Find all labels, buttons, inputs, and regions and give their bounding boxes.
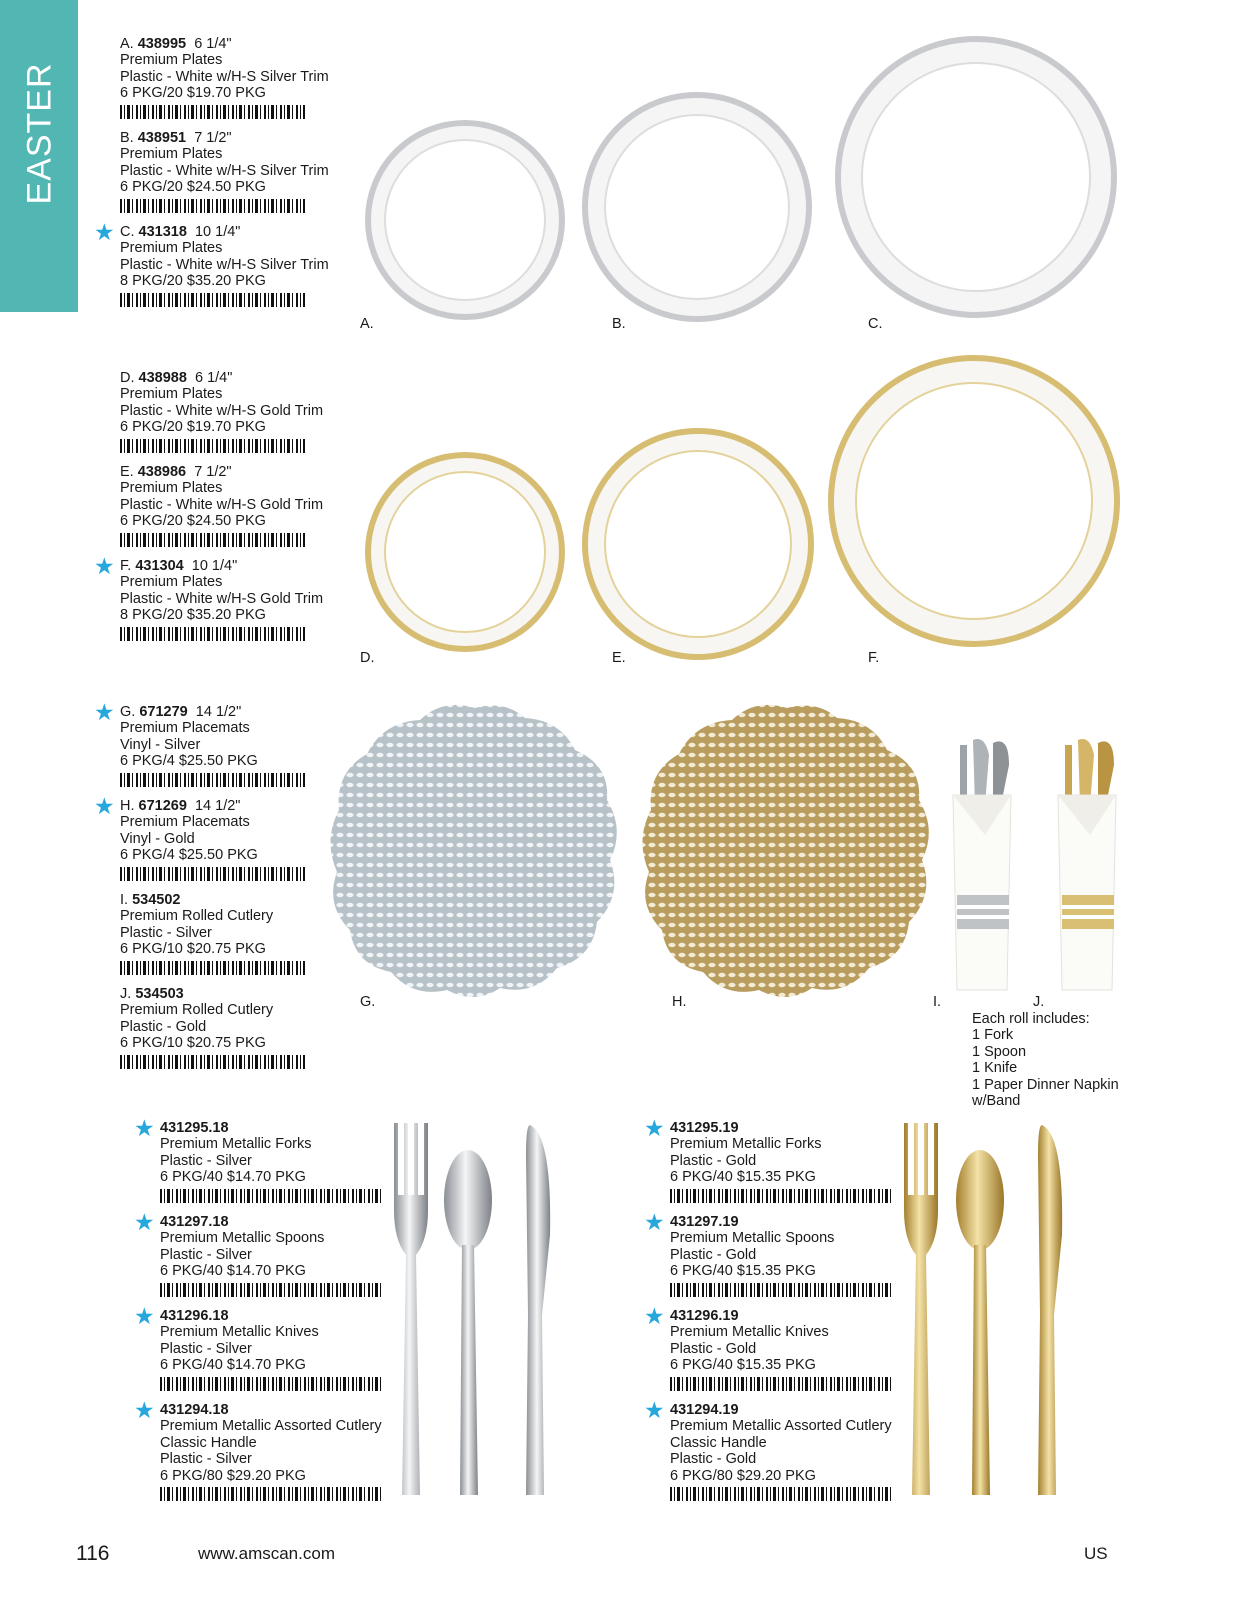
plate-c-image xyxy=(835,36,1117,318)
barcode xyxy=(120,199,305,213)
product-listing xyxy=(120,798,305,881)
item-detail-line: 6 PKG/40 $14.70 PKG xyxy=(160,1357,306,1374)
item-detail-line: 6 PKG/40 $15.35 PKG xyxy=(670,1263,816,1280)
item-letter: I. xyxy=(120,892,129,908)
item-size: 7 1/2" xyxy=(194,130,232,146)
product-listing xyxy=(160,1214,382,1297)
item-letter: C. xyxy=(120,224,135,240)
new-item-star-icon: ★ xyxy=(94,793,115,819)
item-detail-line: Plastic - Silver xyxy=(160,1246,252,1263)
rolled-cutlery-gold-image xyxy=(1050,735,1135,997)
item-detail-line: 6 PKG/4 $25.50 PKG xyxy=(120,847,258,864)
item-sku: 671269 xyxy=(138,798,187,814)
item-detail-line: Plastic - White w/H-S Silver Trim xyxy=(120,256,329,273)
rolled-cutlery-silver-image xyxy=(945,735,1030,997)
item-detail-line: Premium Plates xyxy=(120,240,223,257)
item-detail-line: Plastic - Silver xyxy=(160,1152,252,1169)
item-detail-line: Premium Metallic Knives xyxy=(160,1324,319,1341)
item-sku: 438986 xyxy=(137,464,187,480)
item-sku: 438951 xyxy=(137,130,187,146)
product-header xyxy=(120,892,305,908)
item-sku: 438988 xyxy=(138,370,187,386)
item-sku: 534503 xyxy=(135,986,184,1002)
item-detail-line: Premium Metallic Assorted Cutlery xyxy=(160,1418,382,1435)
item-detail-line: Premium Metallic Forks xyxy=(670,1136,822,1153)
barcode xyxy=(160,1189,382,1203)
caption-b: B. xyxy=(612,316,626,332)
new-item-star-icon: ★ xyxy=(644,1115,665,1141)
item-sku: 431294.18 xyxy=(160,1402,229,1418)
footer-region: US xyxy=(1084,1544,1108,1563)
item-detail-line: Plastic - White w/H-S Gold Trim xyxy=(120,402,324,419)
item-size: 10 1/4" xyxy=(194,224,241,240)
product-listing xyxy=(120,370,323,453)
item-size: 14 1/2" xyxy=(195,704,242,720)
item-sku: 431304 xyxy=(135,558,184,574)
footer-url[interactable]: www.amscan.com xyxy=(198,1544,335,1563)
item-detail-line: Plastic - Gold xyxy=(120,1018,207,1035)
item-letter: A. xyxy=(120,36,134,52)
item-detail-line: Premium Plates xyxy=(120,574,223,591)
item-detail-line: 6 PKG/20 $19.70 PKG xyxy=(120,419,266,436)
section-tab-label: EASTER xyxy=(20,62,59,205)
item-sku: 431295.19 xyxy=(670,1120,739,1136)
item-detail-line: Plastic - Gold xyxy=(670,1152,757,1169)
new-item-star-icon: ★ xyxy=(134,1209,155,1235)
item-detail-line: Premium Metallic Spoons xyxy=(670,1230,835,1247)
item-detail-line: Plastic - Gold xyxy=(670,1246,757,1263)
item-detail-line: Plastic - Gold xyxy=(670,1451,757,1468)
item-sku: 431297.19 xyxy=(670,1214,739,1230)
item-detail-line: Premium Metallic Assorted Cutlery xyxy=(670,1418,892,1435)
item-detail-line: Premium Plates xyxy=(120,480,223,497)
plate-f-image xyxy=(828,355,1120,647)
placemat-gold-image xyxy=(637,700,937,1000)
product-header xyxy=(120,370,323,386)
product-listing xyxy=(160,1402,382,1501)
product-header xyxy=(120,558,323,574)
item-detail-line: Premium Rolled Cutlery xyxy=(120,1002,274,1019)
item-letter: J. xyxy=(120,986,132,1002)
barcode xyxy=(160,1487,382,1501)
product-listing xyxy=(670,1120,892,1203)
product-header xyxy=(120,798,305,814)
barcode xyxy=(670,1283,892,1297)
barcode xyxy=(120,1055,305,1069)
roll-includes-line: w/Band xyxy=(972,1093,1021,1110)
gold-cutlery-image xyxy=(890,1115,1090,1510)
silver-cutlery-image xyxy=(380,1115,580,1510)
item-detail-line: 8 PKG/20 $35.20 PKG xyxy=(120,607,266,624)
product-header xyxy=(120,464,323,480)
item-detail-line: 8 PKG/20 $35.20 PKG xyxy=(120,273,266,290)
new-item-star-icon: ★ xyxy=(94,699,115,725)
barcode xyxy=(120,105,305,119)
item-detail-line: 6 PKG/80 $29.20 PKG xyxy=(670,1467,816,1484)
item-detail-line: Premium Plates xyxy=(120,386,223,403)
item-detail-line: 6 PKG/40 $14.70 PKG xyxy=(160,1263,306,1280)
item-detail-line: Plastic - Silver xyxy=(120,924,212,941)
barcode xyxy=(670,1189,892,1203)
item-detail-line: Plastic - White w/H-S Silver Trim xyxy=(120,162,329,179)
item-detail-line: Vinyl - Gold xyxy=(120,830,195,847)
caption-f: F. xyxy=(868,650,880,666)
new-item-star-icon: ★ xyxy=(134,1397,155,1423)
plate-e-image xyxy=(582,428,814,660)
caption-g: G. xyxy=(360,994,376,1010)
item-detail-line: Plastic - Silver xyxy=(160,1340,252,1357)
item-size: 14 1/2" xyxy=(194,798,241,814)
item-size: 6 1/4" xyxy=(194,370,233,386)
item-detail-line: Plastic - White w/H-S Silver Trim xyxy=(120,68,329,85)
product-listing xyxy=(120,224,329,307)
item-detail-line: Plastic - Gold xyxy=(670,1340,757,1357)
plate-a-image xyxy=(365,120,565,320)
product-listing xyxy=(120,704,305,787)
new-item-star-icon: ★ xyxy=(644,1397,665,1423)
product-header xyxy=(120,224,329,240)
roll-includes-line: 1 Spoon xyxy=(972,1043,1027,1060)
item-letter: F. xyxy=(120,558,132,574)
caption-e: E. xyxy=(612,650,626,666)
item-sku: 431296.18 xyxy=(160,1308,229,1324)
barcode xyxy=(120,867,305,881)
item-sku: 431295.18 xyxy=(160,1120,229,1136)
new-item-star-icon: ★ xyxy=(134,1115,155,1141)
barcode xyxy=(120,627,305,641)
product-listing xyxy=(120,36,329,119)
caption-j: J. xyxy=(1033,994,1045,1010)
item-detail-line: 6 PKG/20 $19.70 PKG xyxy=(120,85,266,102)
item-detail-line: Premium Metallic Spoons xyxy=(160,1230,325,1247)
placemat-silver-image xyxy=(325,700,625,1000)
plate-d-image xyxy=(365,452,565,652)
product-header xyxy=(120,704,305,720)
item-sku: 431318 xyxy=(138,224,187,240)
item-detail-line: Premium Metallic Forks xyxy=(160,1136,312,1153)
item-letter: E. xyxy=(120,464,134,480)
new-item-star-icon: ★ xyxy=(644,1209,665,1235)
page-number: 116 xyxy=(76,1542,110,1565)
item-size: 6 1/4" xyxy=(194,36,232,52)
new-item-star-icon: ★ xyxy=(94,219,115,245)
item-detail-line: Plastic - White w/H-S Gold Trim xyxy=(120,496,324,513)
product-listing xyxy=(670,1402,892,1501)
item-detail-line: 6 PKG/20 $24.50 PKG xyxy=(120,513,266,530)
caption-i: I. xyxy=(933,994,942,1010)
roll-includes-line: 1 Knife xyxy=(972,1060,1018,1077)
product-listing xyxy=(670,1214,892,1297)
item-detail-line: 6 PKG/4 $25.50 PKG xyxy=(120,753,258,770)
item-detail-line: Plastic - Silver xyxy=(160,1451,252,1468)
item-detail-line: Vinyl - Silver xyxy=(120,736,201,753)
product-header xyxy=(120,986,305,1002)
product-listing xyxy=(670,1308,892,1391)
caption-h: H. xyxy=(672,994,687,1010)
roll-includes-heading: Each roll includes: xyxy=(972,1011,1090,1027)
barcode xyxy=(120,773,305,787)
item-sku: 438995 xyxy=(137,36,187,52)
item-detail-line: 6 PKG/40 $14.70 PKG xyxy=(160,1169,306,1186)
roll-includes-list xyxy=(972,1011,1119,1109)
section-tab xyxy=(0,0,78,312)
item-detail-line: 6 PKG/10 $20.75 PKG xyxy=(120,941,266,958)
barcode xyxy=(160,1283,382,1297)
barcode xyxy=(160,1377,382,1391)
product-listing xyxy=(160,1120,382,1203)
new-item-star-icon: ★ xyxy=(644,1303,665,1329)
caption-d: D. xyxy=(360,650,375,666)
product-listing xyxy=(120,464,323,547)
item-detail-line: 6 PKG/40 $15.35 PKG xyxy=(670,1169,816,1186)
product-header xyxy=(120,36,329,52)
roll-includes-line: 1 Paper Dinner Napkin xyxy=(972,1076,1119,1093)
item-size: 10 1/4" xyxy=(191,558,238,574)
roll-includes-line: 1 Fork xyxy=(972,1027,1014,1044)
barcode xyxy=(670,1487,892,1501)
item-sku: 534502 xyxy=(132,892,181,908)
item-sku: 671279 xyxy=(139,704,188,720)
product-header xyxy=(120,130,329,146)
item-size: 7 1/2" xyxy=(194,464,232,480)
barcode xyxy=(670,1377,892,1391)
item-detail-line: Classic Handle xyxy=(670,1434,767,1451)
barcode xyxy=(120,533,305,547)
item-letter: B. xyxy=(120,130,134,146)
item-sku: 431297.18 xyxy=(160,1214,229,1230)
item-detail-line: Premium Rolled Cutlery xyxy=(120,908,274,925)
product-listing xyxy=(120,892,305,975)
item-detail-line: 6 PKG/40 $15.35 PKG xyxy=(670,1357,816,1374)
item-detail-line: Plastic - White w/H-S Gold Trim xyxy=(120,590,324,607)
caption-a: A. xyxy=(360,316,374,332)
barcode xyxy=(120,293,305,307)
item-letter: D. xyxy=(120,370,135,386)
item-letter: G. xyxy=(120,704,136,720)
product-listing xyxy=(120,558,323,641)
item-detail-line: Premium Placemats xyxy=(120,720,250,737)
item-detail-line: Classic Handle xyxy=(160,1434,257,1451)
plate-b-image xyxy=(582,92,812,322)
item-sku: 431296.19 xyxy=(670,1308,739,1324)
barcode xyxy=(120,961,305,975)
caption-c: C. xyxy=(868,316,883,332)
new-item-star-icon: ★ xyxy=(94,553,115,579)
new-item-star-icon: ★ xyxy=(134,1303,155,1329)
item-sku: 431294.19 xyxy=(670,1402,739,1418)
item-detail-line: 6 PKG/10 $20.75 PKG xyxy=(120,1035,266,1052)
product-listing xyxy=(120,986,305,1069)
barcode xyxy=(120,439,305,453)
item-detail-line: Premium Metallic Knives xyxy=(670,1324,829,1341)
item-detail-line: Premium Placemats xyxy=(120,814,250,831)
product-listing xyxy=(120,130,329,213)
item-detail-line: 6 PKG/20 $24.50 PKG xyxy=(120,179,266,196)
item-detail-line: Premium Plates xyxy=(120,146,223,163)
item-letter: H. xyxy=(120,798,135,814)
product-listing xyxy=(160,1308,382,1391)
item-detail-line: Premium Plates xyxy=(120,52,223,69)
item-detail-line: 6 PKG/80 $29.20 PKG xyxy=(160,1467,306,1484)
